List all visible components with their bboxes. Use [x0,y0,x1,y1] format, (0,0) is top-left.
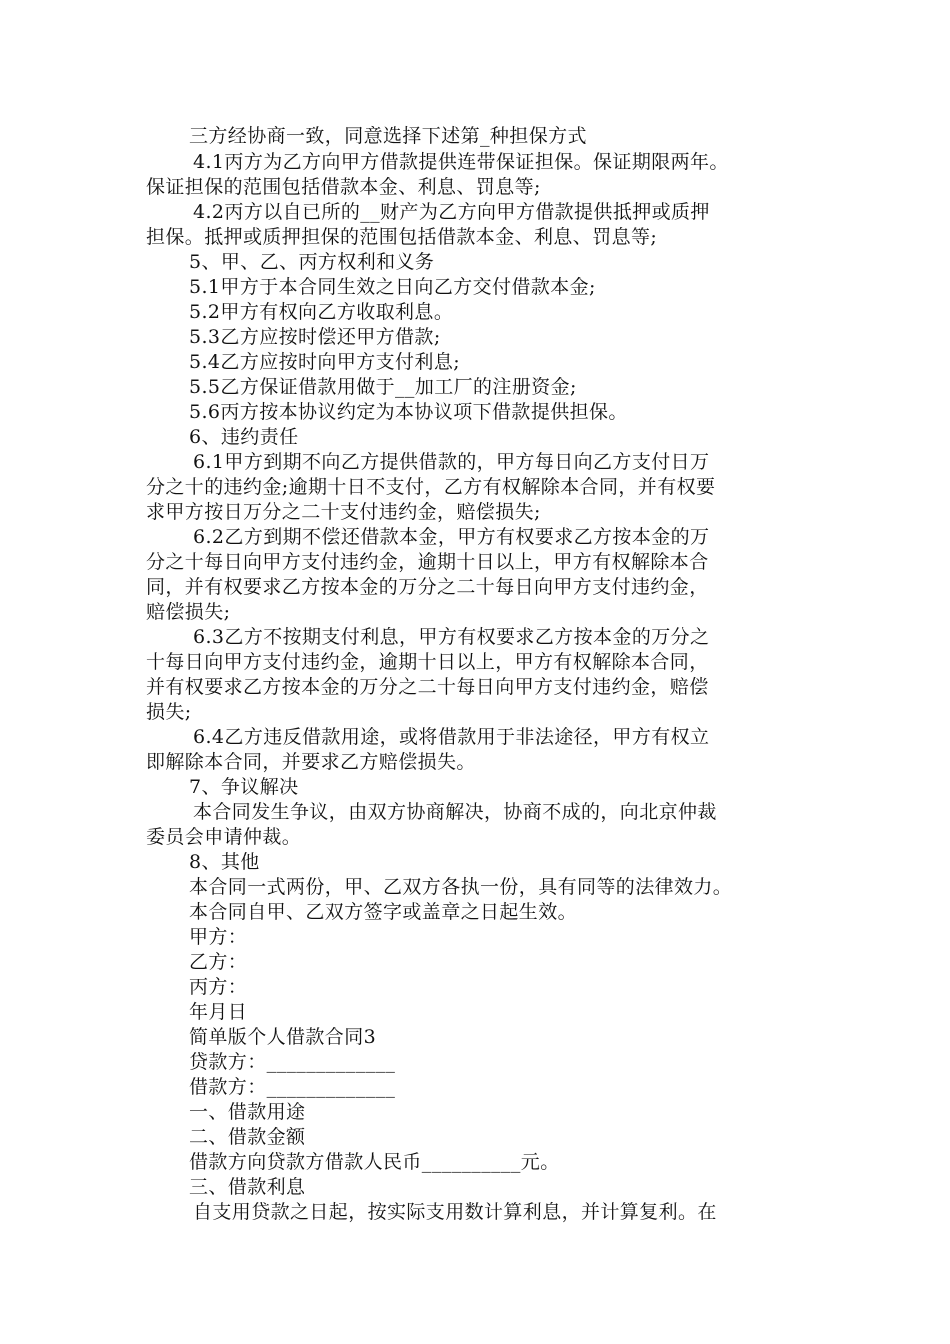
signature-label-party-a: 甲方： [189,926,248,948]
text-line: 4.2丙方以自已所的__财产为乙方向甲方借款提供抵押或质押 [193,201,710,223]
text-line: 三方经协商一致，同意选择下述第_种担保方式 [189,125,587,147]
section-heading: 5、甲、乙、丙方权利和义务 [189,251,435,273]
text-line: 5.4乙方应按时向甲方支付利息; [189,351,461,373]
text-line: 6.3乙方不按期支付利息，甲方有权要求乙方按本金的万分之 [193,626,710,648]
date-line: 年月日 [189,1001,248,1023]
text-line: 自支用贷款之日起，按实际支用数计算利息，并计算复利。在 [193,1201,717,1223]
signature-label-party-c: 丙方： [189,976,248,998]
text-line: 6.4乙方违反借款用途，或将借款用于非法途径，甲方有权立 [193,726,710,748]
text-line: 分之十每日向甲方支付违约金，逾期十日以上，甲方有权解除本合 [146,551,709,573]
text-line: 借款方向贷款方借款人民币__________元。 [189,1151,560,1173]
text-line: 5.6丙方按本协议约定为本协议项下借款提供担保。 [189,401,628,423]
signature-label-party-b: 乙方： [189,951,248,973]
lender-line: 贷款方：_____________ [189,1051,396,1073]
text-line: 4.1丙方为乙方向甲方借款提供连带保证担保。保证期限两年。 [193,151,729,173]
section-heading: 8、其他 [189,851,260,873]
text-line: 同，并有权要求乙方按本金的万分之二十每日向甲方支付违约金， [146,576,709,598]
text-line: 本合同发生争议，由双方协商解决，协商不成的，向北京仲裁 [193,801,717,823]
text-line: 即解除本合同，并要求乙方赔偿损失。 [146,751,476,773]
section-heading: 二、借款金额 [189,1126,306,1148]
text-line: 6.1甲方到期不向乙方提供借款的，甲方每日向乙方支付日万 [193,451,710,473]
section-heading: 6、违约责任 [189,426,299,448]
text-line: 5.1甲方于本合同生效之日向乙方交付借款本金; [189,276,596,298]
text-line: 分之十的违约金;逾期十日不支付，乙方有权解除本合同，并有权要 [146,476,716,498]
text-line: 损失; [146,701,192,723]
section-heading: 三、借款利息 [189,1176,306,1198]
text-line: 5.2甲方有权向乙方收取利息。 [189,301,454,323]
text-line: 赔偿损失; [146,601,231,623]
section-heading: 7、争议解决 [189,776,299,798]
text-line: 担保。抵押或质押担保的范围包括借款本金、利息、罚息等; [146,226,658,248]
section-heading: 一、借款用途 [189,1101,306,1123]
text-line: 求甲方按日万分之二十支付违约金，赔偿损失; [146,501,541,523]
text-line: 保证担保的范围包括借款本金、利息、罚息等; [146,176,541,198]
text-line: 并有权要求乙方按本金的万分之二十每日向甲方支付违约金，赔偿 [146,676,709,698]
text-line: 5.3乙方应按时偿还甲方借款; [189,326,441,348]
text-line: 本合同自甲、乙双方签字或盖章之日起生效。 [189,901,578,923]
text-line: 十每日向甲方支付违约金，逾期十日以上，甲方有权解除本合同， [146,651,709,673]
text-line: 本合同一式两份，甲、乙双方各执一份，具有同等的法律效力。 [189,876,733,898]
contract-title: 简单版个人借款合同3 [189,1026,377,1048]
text-line: 5.5乙方保证借款用做于__加工厂的注册资金; [189,376,577,398]
text-line: 6.2乙方到期不偿还借款本金，甲方有权要求乙方按本金的万 [193,526,710,548]
text-line: 委员会申请仲裁。 [146,826,302,848]
borrower-line: 借款方：_____________ [189,1076,396,1098]
